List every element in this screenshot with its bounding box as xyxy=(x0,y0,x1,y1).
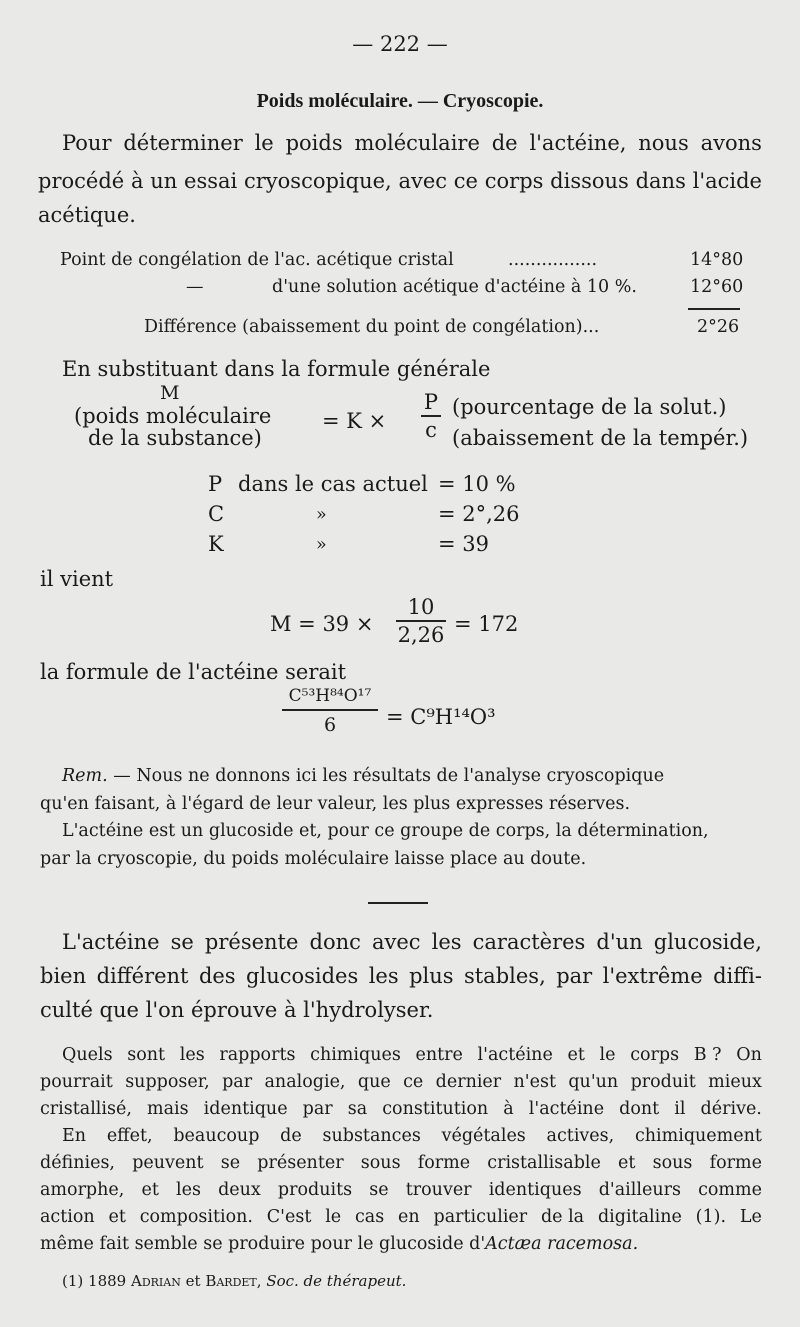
word: En xyxy=(62,1126,87,1146)
value-val: = 2°,26 xyxy=(438,502,520,526)
word: ce xyxy=(453,169,478,193)
word: composition. xyxy=(139,1207,253,1227)
word: de xyxy=(491,131,518,155)
word: trouver xyxy=(405,1180,472,1200)
word: plus xyxy=(409,964,454,988)
word: actives, xyxy=(546,1126,615,1146)
measure-row2-dash: — xyxy=(186,277,204,297)
word: de la xyxy=(540,1207,585,1227)
word: et xyxy=(618,1153,636,1173)
word: qu'un xyxy=(568,1072,619,1092)
word: identique xyxy=(203,1099,288,1119)
measure-row3-value: 2°26 xyxy=(697,317,740,337)
discussion-line-3 xyxy=(40,1099,762,1119)
word: végétales xyxy=(441,1126,526,1146)
word: amorphe, xyxy=(40,1180,125,1200)
word: glucoside, xyxy=(653,930,762,954)
discussion-line-5 xyxy=(40,1153,762,1173)
discussion-line-1 xyxy=(62,1045,762,1065)
word: cryoscopique, xyxy=(244,169,392,193)
word: glucosides xyxy=(246,964,359,988)
calc-result: = 172 xyxy=(454,612,519,636)
word: chimiquement xyxy=(634,1126,762,1146)
fraction-bar xyxy=(282,709,378,711)
page-number: — 222 — xyxy=(352,32,448,56)
species-name: Actæa racemosa. xyxy=(485,1234,639,1254)
word: sous xyxy=(360,1153,401,1173)
value-val: = 10 % xyxy=(438,472,516,496)
word: donc xyxy=(309,930,361,954)
word: On xyxy=(736,1045,762,1065)
word: à xyxy=(503,1099,514,1119)
measure-row1-dots: ................ xyxy=(508,250,598,270)
word: le xyxy=(325,1207,342,1227)
fraction-bar xyxy=(396,620,446,622)
word: essai xyxy=(184,169,238,193)
word: forme xyxy=(709,1153,762,1173)
word: Pour xyxy=(62,131,112,155)
word: les xyxy=(431,930,462,954)
formula-fraction xyxy=(418,390,444,442)
discussion-line-4 xyxy=(62,1126,762,1146)
chem-fraction xyxy=(282,686,378,736)
word: action xyxy=(40,1207,95,1227)
word: d'un xyxy=(596,930,643,954)
word: présenter xyxy=(257,1153,344,1173)
footnote-year: 1889 xyxy=(88,1272,127,1290)
word: l'actéine, xyxy=(529,131,627,155)
word: déterminer xyxy=(123,131,243,155)
discussion-line-6 xyxy=(40,1180,762,1200)
word: dont xyxy=(619,1099,660,1119)
word: bien xyxy=(40,964,87,988)
footnote-author1: Adrian xyxy=(131,1272,181,1290)
word: effet, xyxy=(106,1126,153,1146)
discussion-line-8 xyxy=(40,1234,638,1254)
calc-lhs: M = 39 × xyxy=(270,612,374,636)
word: dernier xyxy=(435,1072,502,1092)
word: avec xyxy=(398,169,448,193)
discussion-line8-start: même fait semble se produire pour le glucoside d' xyxy=(40,1234,486,1254)
word: le xyxy=(599,1045,616,1065)
value-mid: » xyxy=(316,535,327,555)
word: le xyxy=(254,131,274,155)
word: dans xyxy=(635,169,686,193)
word: et xyxy=(567,1045,585,1065)
word: d'ailleurs xyxy=(598,1180,681,1200)
measure-row1-value: 14°80 xyxy=(690,250,744,270)
word: se xyxy=(369,1180,389,1200)
word: cas xyxy=(355,1207,385,1227)
word: par xyxy=(302,1099,333,1119)
word: avons xyxy=(700,131,762,155)
word: de xyxy=(280,1126,302,1146)
word: analogie, xyxy=(264,1072,346,1092)
formula-lhs-line1: (poids moléculaire xyxy=(74,404,272,428)
word: sous xyxy=(652,1153,693,1173)
remark-line-2: qu'en faisant, à l'égard de leur valeur, les plus expresses réserves. xyxy=(40,794,631,814)
calc-fraction xyxy=(394,595,448,647)
remark-line-4: par la cryoscopie, du poids moléculaire laisse place au doute. xyxy=(40,849,587,869)
conclusion-line-3: culté que l'on éprouve à l'hydrolyser. xyxy=(40,998,434,1022)
word: procédé xyxy=(38,169,125,193)
word: entre xyxy=(415,1045,463,1065)
remark-label: Rem. xyxy=(62,766,108,786)
word: peuvent xyxy=(132,1153,204,1173)
word: par xyxy=(222,1072,253,1092)
word: corps xyxy=(484,169,544,193)
word: rapports xyxy=(219,1045,296,1065)
formula-lhs-symbol: M xyxy=(160,382,180,404)
conclusion-line-2 xyxy=(40,964,762,988)
value-val: = 39 xyxy=(438,532,489,556)
footnote-et: et xyxy=(185,1272,201,1290)
word: pourrait xyxy=(40,1072,113,1092)
formula-equals-k: = K × xyxy=(322,409,387,433)
word: présente xyxy=(204,930,299,954)
footnote-journal: Soc. de thérapeut. xyxy=(266,1272,407,1290)
word: cristallisé, xyxy=(40,1099,132,1119)
fraction-numerator: P xyxy=(423,390,439,414)
word: produits xyxy=(277,1180,353,1200)
formula-lhs-line2: de la substance) xyxy=(88,426,262,450)
word: les xyxy=(179,1045,205,1065)
remark-line-3: L'actéine est un glucoside et, pour ce groupe de corps, la détermination, xyxy=(62,821,709,841)
word: dérive. xyxy=(700,1099,762,1119)
sum-rule xyxy=(688,308,740,310)
word: stables, xyxy=(463,964,546,988)
value-mid: dans le cas actuel xyxy=(238,472,428,496)
calc-numerator: 10 xyxy=(407,595,435,619)
word: sa xyxy=(347,1099,368,1119)
word: un xyxy=(150,169,178,193)
word: L'actéine xyxy=(62,930,160,954)
discussion-line-7 xyxy=(40,1207,762,1227)
word: les xyxy=(368,964,399,988)
word: particulier xyxy=(433,1207,528,1227)
word: comme xyxy=(698,1180,762,1200)
il-vient: il vient xyxy=(40,567,114,591)
word: et xyxy=(141,1180,159,1200)
word: sont xyxy=(127,1045,166,1065)
word: se xyxy=(220,1153,241,1173)
fraction-denominator: c xyxy=(425,417,437,442)
footnote-author2: Bardet, xyxy=(205,1272,262,1290)
word: différent xyxy=(96,964,189,988)
calc-denominator: 2,26 xyxy=(397,622,445,647)
discussion-line-2 xyxy=(40,1072,762,1092)
word: en xyxy=(398,1207,420,1227)
word: chimiques xyxy=(310,1045,401,1065)
formula-rhs-line1: (pourcentage de la solut.) xyxy=(452,395,727,419)
footnote-marker: (1) xyxy=(62,1272,84,1290)
word: il xyxy=(674,1099,686,1119)
word: beaucoup xyxy=(173,1126,260,1146)
word: digitaline xyxy=(597,1207,682,1227)
word: deux xyxy=(218,1180,261,1200)
formula-rhs-line2: (abaissement de la tempér.) xyxy=(452,426,749,450)
word: l'acide xyxy=(692,169,762,193)
value-sym: P xyxy=(208,472,223,496)
measure-row2-value: 12°60 xyxy=(690,277,744,297)
value-sym: C xyxy=(208,502,225,526)
word: avec xyxy=(371,930,421,954)
word: à xyxy=(130,169,144,193)
word: cristallisable xyxy=(487,1153,601,1173)
word: ce xyxy=(403,1072,424,1092)
value-mid: » xyxy=(316,505,327,525)
word: forme xyxy=(417,1153,471,1173)
word: nous xyxy=(638,131,689,155)
chem-result: = C⁹H¹⁴O³ xyxy=(386,705,496,729)
measure-row1-label: Point de congélation de l'ac. acétique cristal xyxy=(60,250,454,270)
formula-intro: En substituant dans la formule générale xyxy=(62,357,491,381)
word: l'extrême xyxy=(602,964,703,988)
conclusion-line-1 xyxy=(62,930,762,954)
measure-row2-label: d'une solution acétique d'actéine à 10 %. xyxy=(272,277,637,297)
intro-line-3: acétique. xyxy=(38,203,136,227)
word: se xyxy=(170,930,194,954)
word: que xyxy=(357,1072,391,1092)
footnote xyxy=(62,1272,406,1290)
remark-line1-rest: — Nous ne donnons ici les résultats de l'analyse cryoscopique xyxy=(113,766,665,786)
word: l'actéine xyxy=(528,1099,605,1119)
word: mais xyxy=(146,1099,189,1119)
word: les xyxy=(176,1180,201,1200)
word: diffi- xyxy=(713,964,762,988)
word: (1). xyxy=(695,1207,727,1227)
word: par xyxy=(556,964,593,988)
measure-row3-label: Différence (abaissement du point de congélation)... xyxy=(144,317,600,337)
word: substances xyxy=(322,1126,421,1146)
word: B ? xyxy=(693,1045,722,1065)
word: produit xyxy=(630,1072,696,1092)
word: n'est xyxy=(513,1072,556,1092)
word: définies, xyxy=(40,1153,115,1173)
word: corps xyxy=(630,1045,680,1065)
word: des xyxy=(198,964,236,988)
word: C'est xyxy=(266,1207,312,1227)
chem-denominator: 6 xyxy=(323,713,337,736)
chem-numerator: C⁵³H⁸⁴O¹⁷ xyxy=(288,686,372,706)
word: Quels xyxy=(62,1045,113,1065)
intro-line-2 xyxy=(38,169,762,193)
word: l'actéine xyxy=(477,1045,553,1065)
formula-label: la formule de l'actéine serait xyxy=(40,660,347,684)
word: supposer, xyxy=(125,1072,210,1092)
intro-line-1 xyxy=(62,131,762,155)
word: dissous xyxy=(550,169,629,193)
value-sym: K xyxy=(208,532,224,556)
word: moléculaire xyxy=(354,131,480,155)
word: poids xyxy=(285,131,343,155)
word: identiques xyxy=(488,1180,582,1200)
section-divider xyxy=(368,902,428,904)
word: et xyxy=(108,1207,126,1227)
fraction-bar xyxy=(421,415,441,417)
word: caractères xyxy=(472,930,586,954)
remark-line-1 xyxy=(62,766,664,786)
word: constitution xyxy=(382,1099,489,1119)
section-title: Poids moléculaire. — Cryoscopie. xyxy=(256,90,544,112)
word: Le xyxy=(739,1207,762,1227)
word: mieux xyxy=(708,1072,762,1092)
